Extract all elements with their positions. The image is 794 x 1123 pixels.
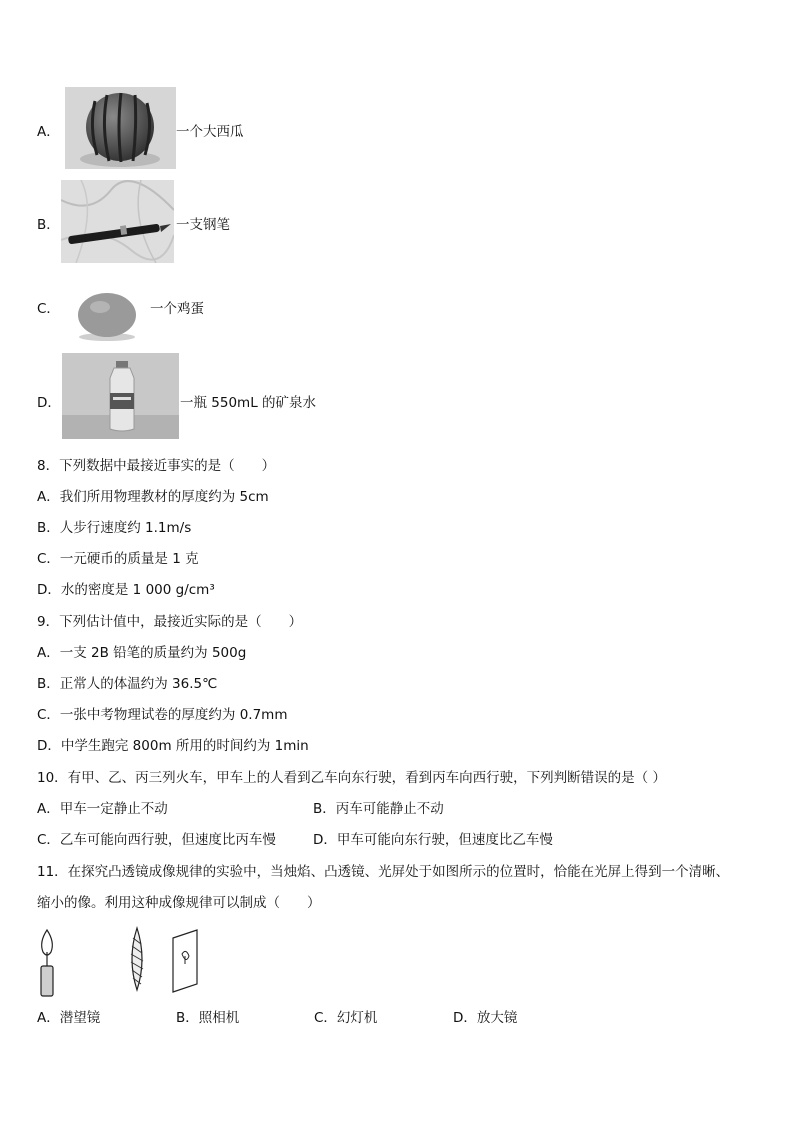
question-9-option-b: B．正常人的体温约为 36.5℃ xyxy=(37,676,218,692)
question-8-option-d: D．水的密度是 1 000 g/cm³ xyxy=(37,582,215,598)
option-a-caption: 一个大西瓜 xyxy=(176,124,244,140)
question-11-option-a: A．潜望镜 xyxy=(37,1010,101,1026)
question-11-stem-line-2: 缩小的像。利用这种成像规律可以制成（ ） xyxy=(37,895,321,911)
question-9-stem: 9．下列估计值中，最接近实际的是（ ） xyxy=(37,614,303,630)
question-11-option-c: C．幻灯机 xyxy=(314,1010,378,1026)
question-8-option-b: B．人步行速度约 1.1m/s xyxy=(37,520,192,536)
option-d-letter: D． xyxy=(37,395,61,411)
question-10-option-b: B．丙车可能静止不动 xyxy=(313,801,444,817)
egg-image xyxy=(76,290,138,342)
question-10-option-a: A．甲车一定静止不动 xyxy=(37,801,168,817)
question-10-option-d: D．甲车可能向东行驶，但速度比乙车慢 xyxy=(313,832,553,848)
lens-experiment-diagram xyxy=(36,926,206,998)
question-9-option-c: C．一张中考物理试卷的厚度约为 0.7mm xyxy=(37,707,288,723)
question-10-stem: 10．有甲、乙、丙三列火车，甲车上的人看到乙车向东行驶，看到丙车向西行驶，下列判断错误的是（ ） xyxy=(37,770,666,786)
screen-icon xyxy=(173,930,197,992)
candle-icon xyxy=(41,930,53,996)
question-8-option-a: A．我们所用物理教材的厚度约为 5cm xyxy=(37,489,269,505)
pen-image xyxy=(61,180,174,263)
option-b-caption: 一支钢笔 xyxy=(176,217,230,233)
question-11-option-d: D．放大镜 xyxy=(453,1010,518,1026)
option-d-caption: 一瓶 550mL 的矿泉水 xyxy=(180,395,317,411)
question-9-option-d: D．中学生跑完 800m 所用的时间约为 1min xyxy=(37,738,309,754)
option-b-letter: B． xyxy=(37,217,60,233)
question-11-stem-line-1: 11．在探究凸透镜成像规律的实验中，当烛焰、凸透镜、光屏处于如图所示的位置时，恰能在光屏上得到一个清晰、 xyxy=(37,864,730,880)
question-8-stem: 8．下列数据中最接近事实的是（ ） xyxy=(37,458,276,474)
question-11-option-b: B．照相机 xyxy=(176,1010,240,1026)
water-bottle-image xyxy=(62,353,179,439)
option-c-caption: 一个鸡蛋 xyxy=(150,301,204,317)
option-c-letter: C． xyxy=(37,301,60,317)
convex-lens-icon xyxy=(131,928,143,990)
watermelon-image xyxy=(65,87,176,169)
question-10-option-c: C．乙车可能向西行驶，但速度比丙车慢 xyxy=(37,832,276,848)
option-a-letter: A． xyxy=(37,124,60,140)
question-8-option-c: C．一元硬币的质量是 1 克 xyxy=(37,551,199,567)
question-9-option-a: A．一支 2B 铅笔的质量约为 500g xyxy=(37,645,247,661)
